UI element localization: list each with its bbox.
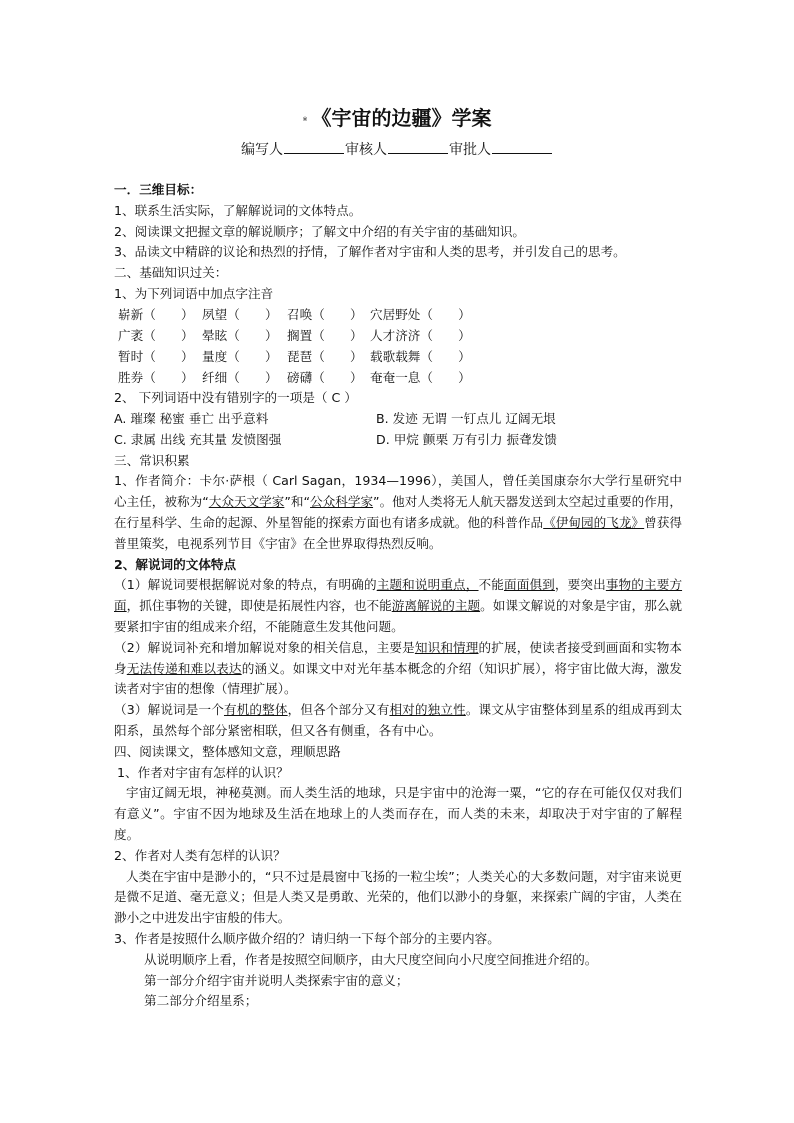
underlined-text: 主题和说明重点，: [376, 577, 479, 593]
reading-answer-3-line: 第二部分介绍星系；: [144, 993, 258, 1009]
text-run: 的扩展，使读者接受到画面和实物本身: [114, 639, 683, 676]
document-body: [114, 180, 682, 1012]
genre-point-2: [114, 638, 682, 700]
underlined-text: 无法传递和难以表达: [126, 660, 242, 676]
writer-label: 编写人: [241, 142, 283, 158]
approver-label: 审批人: [449, 142, 491, 158]
pinyin-table: [114, 305, 682, 388]
subheading-genre: 2、解说词的文体特点: [114, 556, 237, 572]
pinyin-item: 纤细（ ）: [202, 369, 278, 385]
text-run: 曾获得普里策奖，电视系列节目《宇宙》在全世界取得热烈反响。: [114, 514, 683, 551]
underlined-text: 事物的主要方面: [114, 577, 683, 614]
reading-answer-2: 人类在宇宙中是渺小的，“只不过是晨窗中飞扬的一粒尘埃”；人类关心的大多数问题，对宇宙来说更是微不足道、毫无意义；但是人类又是勇敢、光荣的，他们以渺小的身躯，来探索广阔的宇宙，人类在渺小之中进发出宇宙般的伟大。: [114, 868, 682, 926]
option-d: D. 甲烷 颤栗 万有引力 振聋发馈: [376, 431, 557, 447]
section-3-heading: 三、常识积累: [114, 452, 190, 468]
underlined-text: 《伊甸园的飞龙》: [543, 514, 645, 530]
pinyin-item: 召唤（ ）: [287, 306, 363, 322]
reading-answer-1: 宇宙辽阔无垠，神秘莫测。而人类生活的地球，只是宇宙中的沧海一粟，“它的存在可能仅仅对我们有意义”。宇宙不因为地球及生活在地球上的人类而存在，而人类的未来，却取决于对宇宙的了解程度。: [114, 785, 682, 842]
pinyin-item: 穴居野处（ ）: [370, 306, 471, 322]
option-b: B. 发迹 无谓 一钉点儿 辽阔无垠: [376, 410, 556, 426]
reading-question-1: 1、作者对宇宙有怎样的认识？: [117, 764, 289, 780]
goal-item: 2、阅读课文把握文章的解说顺序；了解文中介绍的有关宇宙的基础知识。: [114, 223, 526, 239]
pinyin-item: 奄奄一息（ ）: [370, 369, 471, 385]
title-text: 《宇宙的边疆》学案: [311, 106, 492, 130]
pinyin-item: 琵琶（ ）: [287, 348, 363, 364]
goal-item: 3、品读文中精辟的议论和热烈的抒情，了解作者对宇宙和人类的思考，并引发自己的思考。: [114, 244, 626, 260]
text-run: 不能: [478, 577, 504, 593]
pinyin-item: 人才济济（ ）: [370, 327, 471, 343]
document-title: [0, 104, 794, 134]
text-run: ，要突出: [554, 577, 606, 593]
genre-point-1: [114, 575, 682, 637]
underlined-text: 公众科学家: [310, 494, 374, 510]
underlined-text: 面面俱到: [503, 577, 555, 593]
text-run: （3）解说词是一个: [114, 702, 224, 718]
text-run: 的涵义。如课文中对光年基本概念的介绍（知识扩展），将宇宙比做大海，激发读者对宇宙的想像（情理扩展）。: [114, 660, 683, 697]
reviewer-label: 审核人: [345, 142, 387, 158]
reading-answer-3-line: 第一部分介绍宇宙并说明人类探索宇宙的意义；: [144, 972, 409, 988]
reading-answer-3-line: 从说明顺序上看，作者是按照空间顺序，由大尺度空间向小尺度空间推进介绍的。: [144, 951, 598, 967]
reviewer-blank: [388, 139, 448, 154]
text-run: ”和“: [284, 494, 311, 510]
question-1: 1、为下列词语中加点字注音: [114, 285, 274, 301]
section-4-heading: 四、阅读课文，整体感知文意，理顺思路: [114, 743, 341, 759]
goal-item: 1、联系生活实际，了解解说词的文体特点。: [114, 202, 362, 218]
reading-question-2: 2、作者对人类有怎样的认识？: [114, 847, 286, 863]
author-intro-paragraph: [114, 471, 682, 554]
option-a: A. 璀璨 秘蜜 垂亡 出乎意料: [114, 410, 269, 426]
underlined-text: 相对的独立性: [389, 702, 466, 718]
text-run: 。如课文解说的对象是宇宙，那么就要紧扣宇宙的组成来介绍，不能随意生发其他问题。: [114, 598, 683, 634]
pinyin-item: 胜券（ ）: [118, 369, 194, 385]
author-line: [0, 139, 794, 160]
pinyin-item: 广袤（ ）: [118, 327, 194, 343]
text-run: ，抓住事物的关键，即使是拓展性内容，也不能: [126, 598, 392, 614]
underlined-text: 有机的整体: [223, 702, 288, 718]
approver-blank: [492, 139, 552, 154]
underlined-text: 知识和情理: [414, 639, 479, 655]
option-c: C. 隶属 出线 充其量 发愤图强: [114, 431, 282, 447]
pinyin-item: 量度（ ）: [202, 348, 278, 364]
section-1-heading: 一．三维目标：: [114, 182, 203, 197]
pinyin-item: 磅礴（ ）: [287, 369, 363, 385]
pinyin-item: 晕眩（ ）: [202, 327, 278, 343]
text-run: 1、作者简介：卡尔·萨根（ Carl Sagan，1934—1996），美国人，曾任美国康奈尔大学行星研究中心主任，被称为“: [114, 473, 682, 510]
text-run: 。课文从宇宙整体到星系的组成再到太阳系，虽然每个部分紧密相联，但又各有侧重，各有中心。: [114, 702, 683, 738]
pinyin-item: 载歌载舞（ ）: [370, 348, 471, 364]
reading-question-3: 3、作者是按照什么顺序做介绍的？请归纳一下每个部分的主要内容。: [114, 930, 500, 946]
title-mark: ※: [302, 115, 308, 123]
underlined-text: 游离解说的主题: [391, 598, 481, 614]
answer-options: [114, 409, 682, 451]
pinyin-item: 崭新（ ）: [118, 306, 194, 322]
pinyin-item: 夙望（ ）: [202, 306, 278, 322]
text-run: （1）解说词要根据解说对象的特点，有明确的: [114, 577, 377, 593]
underlined-text: 大众天文学家: [208, 494, 285, 510]
genre-point-3: [114, 700, 682, 742]
writer-blank: [284, 139, 344, 154]
section-2-heading: 二、基础知识过关：: [114, 265, 228, 281]
text-run: ，但各个部分又有: [287, 702, 390, 718]
pinyin-item: 暂时（ ）: [118, 348, 194, 364]
text-run: （2）解说词补充和增加解说对象的相关信息，主要是: [114, 639, 415, 655]
pinyin-item: 搁置（ ）: [287, 327, 363, 343]
text-run: ”。他对人类将无人航天器发送到太空起过重要的作用，在行星科学、生命的起源、外星智能的探索方面也有诸多成就。他的科普作品: [114, 494, 683, 530]
question-2: 2、 下列词语中没有错别字的一项是（ C ）: [114, 389, 357, 405]
